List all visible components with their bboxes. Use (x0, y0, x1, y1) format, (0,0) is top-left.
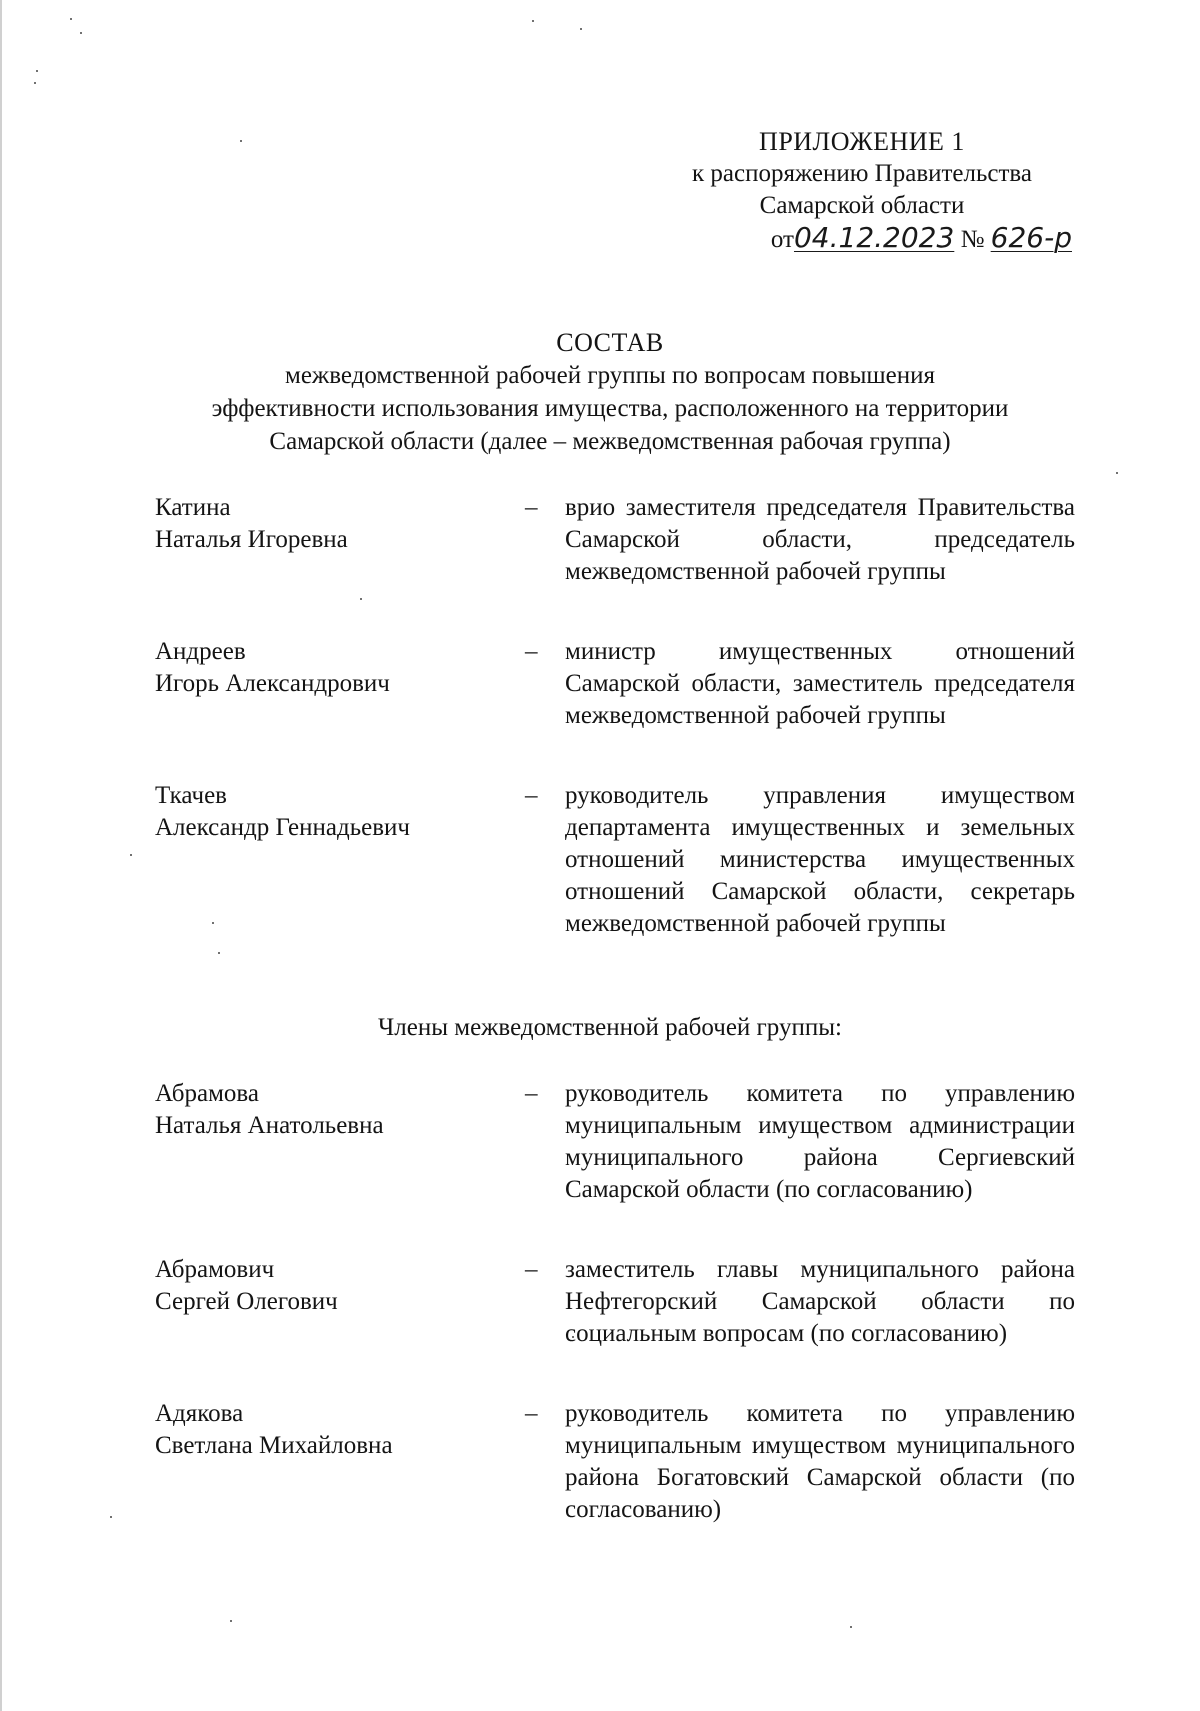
scan-edge-line (0, 0, 2, 1711)
members-list (155, 1078, 1075, 1574)
scan-speck (34, 82, 36, 84)
member-surname: Катина (155, 494, 231, 521)
scan-speck (580, 28, 582, 30)
member-given-name: Наталья Игоревна (155, 526, 348, 553)
scan-speck (1116, 472, 1118, 474)
scan-speck (230, 1620, 232, 1622)
member-given-name: Александр Геннадьевич (155, 814, 410, 841)
members-section-label: Члены межведомственной рабочей группы: (378, 1014, 842, 1041)
member-name (155, 780, 520, 940)
list-item (155, 492, 1075, 588)
appendix-header (652, 126, 1072, 256)
list-item (155, 1398, 1075, 1526)
member-role: заместитель главы муниципального района Нефтегорский Самарской области по социальным вопросам (по согласованию) (565, 1256, 1075, 1347)
member-given-name: Светлана Михайловна (155, 1432, 393, 1459)
member-dash: – (525, 782, 538, 809)
member-name (155, 636, 520, 732)
scan-speck (80, 32, 82, 34)
order-number: 626-р (990, 221, 1072, 254)
member-surname: Абрамова (155, 1080, 259, 1107)
leadership-list (155, 492, 1075, 988)
scan-speck (70, 18, 72, 20)
member-role: руководитель комитета по управлению муниципальным имуществом муниципального района Богатовский Самарской области (по согласованию) (565, 1400, 1075, 1523)
order-reference (652, 222, 1072, 256)
appendix-line-2: Самарской области (759, 192, 965, 219)
list-item (155, 1078, 1075, 1206)
order-from-label: от (770, 226, 794, 253)
scan-speck (240, 140, 242, 142)
member-name (155, 1398, 520, 1526)
scan-speck (532, 20, 534, 22)
member-given-name: Сергей Олегович (155, 1288, 338, 1315)
member-surname: Абрамович (155, 1256, 275, 1283)
member-dash: – (525, 1400, 538, 1427)
member-role: врио заместителя председателя Правительства Самарской области, председатель межведомственной рабочей группы (565, 494, 1075, 585)
heading-title: СОСТАВ (556, 328, 664, 357)
heading-line-2: эффективности использования имущества, расположенного на территории (211, 395, 1009, 422)
member-given-name: Игорь Александрович (155, 670, 390, 697)
member-surname: Адякова (155, 1400, 244, 1427)
member-dash: – (525, 638, 538, 665)
list-item (155, 1254, 1075, 1350)
appendix-line-1: к распоряжению Правительства (691, 160, 1032, 187)
member-name (155, 1254, 520, 1350)
appendix-title: ПРИЛОЖЕНИЕ 1 (759, 127, 965, 156)
scan-speck (36, 70, 38, 72)
member-dash: – (525, 494, 538, 521)
heading-line-3: Самарской области (далее – межведомственная рабочая группа) (269, 428, 951, 455)
member-given-name: Наталья Анатольевна (155, 1112, 384, 1139)
member-dash: – (525, 1080, 538, 1107)
member-role: министр имущественных отношений Самарской области, заместитель председателя межведомственной рабочей группы (565, 638, 1075, 729)
scan-speck (850, 1626, 852, 1628)
document-heading (150, 326, 1070, 458)
member-name (155, 492, 520, 588)
list-item (155, 636, 1075, 732)
member-surname: Ткачев (155, 782, 227, 809)
member-name (155, 1078, 520, 1206)
scan-speck (110, 1516, 112, 1518)
order-date: 04.12.2023 (793, 221, 955, 254)
member-dash: – (525, 1256, 538, 1283)
member-role: руководитель управления имуществом департамента имущественных и земельных отношений министерства имущественных отношений Самарской области, секретарь межведомственной рабочей группы (565, 782, 1075, 937)
heading-line-1: межведомственной рабочей группы по вопросам повышения (285, 362, 935, 389)
scan-speck (130, 854, 132, 856)
member-surname: Андреев (155, 638, 246, 665)
list-item (155, 780, 1075, 940)
member-role: руководитель комитета по управлению муниципальным имуществом администрации муниципального района Сергиевский Самарской области (по согласованию) (565, 1080, 1075, 1203)
order-number-label: № (960, 226, 985, 253)
